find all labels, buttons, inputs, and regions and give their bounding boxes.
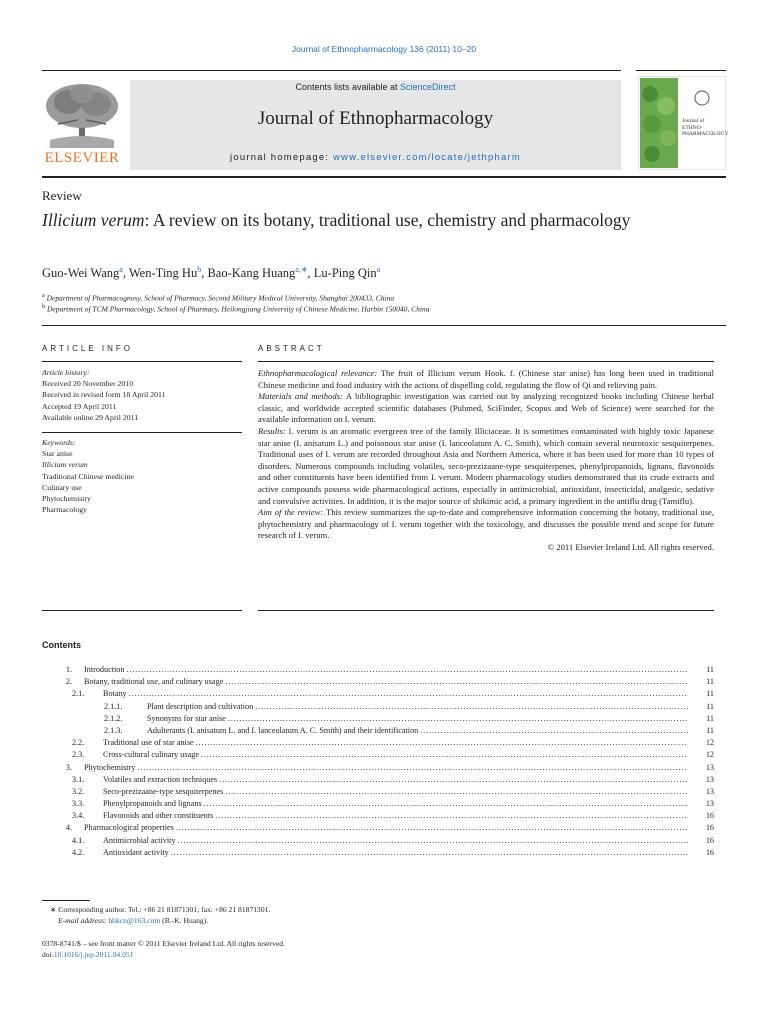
email-label: E-mail address:	[58, 916, 109, 925]
toc-entry-page[interactable]: 13	[705, 762, 714, 772]
cover-title: Journal of ETHNO-PHARMACOLOGY	[682, 118, 729, 137]
toc-leader-dots	[219, 774, 688, 786]
table-of-contents	[42, 664, 714, 859]
toc-entry[interactable]	[42, 822, 714, 834]
toc-entry[interactable]	[42, 749, 714, 761]
toc-entry-page[interactable]: 16	[705, 835, 714, 845]
keywords	[42, 437, 242, 515]
keyword: Star anise	[42, 449, 73, 459]
toc-entry-title[interactable]: Phytochemistry	[84, 762, 136, 772]
toc-entry-page[interactable]: 16	[705, 811, 714, 821]
author-affil-mark[interactable]: b	[197, 265, 202, 274]
abstract-paragraph	[258, 426, 714, 507]
elsevier-logo	[40, 80, 124, 170]
article-title-italic: Illicium verum	[42, 210, 145, 230]
toc-entry-page[interactable]: 11	[706, 701, 714, 711]
toc-entry-page[interactable]: 11	[706, 665, 714, 674]
affiliation-text: Department of Pharmacognosy, School of Pharmacy, Second Military Medical University, Shanghai 200433, China	[46, 293, 395, 303]
toc-entry-title[interactable]: Volatiles and extraction techniques	[103, 774, 218, 784]
elsevier-wordmark: ELSEVIER	[44, 150, 120, 166]
footnotes	[42, 904, 270, 926]
toc-entry-page[interactable]: 11	[706, 713, 714, 723]
divider	[258, 610, 714, 611]
toc-entry-page[interactable]: 13	[705, 799, 714, 809]
toc-entry-title[interactable]: Antioxidant activity	[103, 847, 169, 857]
toc-entry[interactable]	[42, 762, 714, 774]
abstract-subhead: Results:	[258, 425, 286, 436]
toc-entry-page[interactable]: 16	[705, 847, 714, 857]
toc-entry-number: 4.2.	[72, 847, 85, 857]
corresponding-author-note: ∗ Corresponding author. Tel.: +86 21 81871301; fax: +86 21 81871301.	[50, 905, 271, 914]
doi-link[interactable]: 10.1016/j.jep.2011.04.051	[53, 950, 134, 959]
abstract-text: The fruit of Illicium verum Hook. f. (Chinese star anise) has long been used in traditional Chinese medicine and food industry with the actions of dispelling cold, regulating the flow of Qi and relieving pain.	[258, 368, 714, 390]
keyword: Traditional Chinese medicine	[42, 471, 134, 481]
affiliation-mark: b	[42, 303, 46, 310]
toc-leader-dots	[204, 798, 688, 810]
toc-entry[interactable]	[42, 676, 714, 688]
keywords-label: Keywords:	[42, 438, 76, 447]
abstract-text: This review summarizes the up-to-date and comprehensive information concerning the botany, traditional use, phytochemistry and pharmacology of I. verum together with the toxicology, and discusses the possible trend and scope for future research of I. verum.	[258, 507, 715, 541]
journal-cover	[638, 76, 729, 170]
contents-available-line	[130, 82, 621, 92]
abstract-heading: ABSTRACT	[258, 344, 325, 353]
history-item: Available online 29 April 2011	[42, 412, 139, 422]
abstract-subhead: Ethnopharmacological relevance:	[258, 368, 378, 378]
toc-entry-page[interactable]: 13	[705, 774, 714, 784]
toc-entry-number: 2.1.	[72, 689, 85, 699]
abstract-subhead: Materials and methods:	[258, 391, 343, 402]
abstract-paragraph	[258, 391, 714, 426]
toc-leader-dots	[225, 786, 688, 798]
top-rule-right	[636, 70, 726, 71]
toc-leader-dots	[228, 713, 688, 725]
toc-entry-number: 2.3.	[72, 750, 85, 760]
homepage-link[interactable]: www.elsevier.com/locate/jethpharm	[332, 152, 521, 163]
toc-leader-dots	[196, 737, 688, 749]
toc-entry[interactable]	[42, 798, 714, 810]
email-link[interactable]: hbkcn@163.com	[108, 916, 161, 925]
toc-entry-page[interactable]: 12	[705, 738, 714, 748]
issn-line: 0378-8741/$ – see front matter © 2011 Elsevier Ireland Ltd. All rights reserved.	[42, 939, 285, 948]
toc-entry-page[interactable]: 16	[705, 823, 714, 833]
toc-entry-number: 3.1.	[72, 774, 85, 784]
toc-entry[interactable]	[42, 774, 714, 786]
affiliation	[42, 303, 429, 314]
toc-entry-number: 4.1.	[72, 835, 85, 845]
author-name[interactable]: Lu-Ping Qin	[313, 266, 377, 281]
toc-entry-number: 2.1.1.	[104, 701, 123, 711]
contents-prefix: Contents lists available at	[295, 82, 401, 92]
divider	[42, 361, 242, 362]
toc-entry-number: 4.	[65, 823, 72, 833]
toc-entry[interactable]	[42, 786, 714, 798]
contents-title: Contents	[42, 640, 81, 650]
toc-leader-dots	[420, 725, 688, 737]
abstract-subhead: Aim of the review:	[258, 507, 324, 518]
toc-leader-dots	[215, 810, 688, 822]
history-label: Article history:	[42, 368, 90, 377]
history-item: Received in revised form 18 April 2011	[42, 390, 166, 400]
toc-entry-number: 2.1.3.	[104, 725, 123, 735]
keyword: Culinary use	[42, 482, 82, 492]
divider	[42, 610, 242, 611]
toc-entry[interactable]	[42, 664, 714, 676]
author-name[interactable]: Guo-Wei Wang	[42, 266, 120, 281]
toc-entry-number: 2.2.	[72, 738, 85, 748]
toc-entry-number: 2.	[65, 677, 72, 687]
toc-leader-dots	[225, 676, 688, 688]
article-history	[42, 367, 242, 423]
toc-entry-page[interactable]: 11	[706, 689, 714, 699]
toc-leader-dots	[178, 835, 688, 847]
toc-entry-title[interactable]: Plant description and cultivation	[147, 701, 254, 711]
keyword: Phytochemistry	[42, 494, 91, 504]
toc-entry-title[interactable]: Synonyms for star anise	[147, 713, 226, 723]
article-title-rest: : A review on its botany, traditional use, chemistry and pharmacology	[144, 210, 631, 230]
toc-entry[interactable]	[42, 835, 714, 847]
toc-entry[interactable]	[42, 725, 714, 737]
toc-entry-title[interactable]: Botany, traditional use, and culinary usage	[84, 677, 224, 687]
abstract-text: A bibliographic investigation was carried out by analyzing recognized books including Chinese herbal classic, and worldwide accepted scientific databases (Pubmed, SciFinder, Scopus and Web of Science) were searched for the available information on I. verum.	[258, 391, 714, 425]
toc-entry-number: 1.	[65, 665, 72, 674]
toc-leader-dots	[201, 749, 688, 761]
sciencedirect-link[interactable]: ScienceDirect	[400, 82, 456, 92]
journal-homepage	[130, 152, 621, 163]
toc-entry-title[interactable]: Traditional use of star anise	[103, 738, 194, 748]
keyword: Illicium verum	[42, 460, 88, 470]
author-affil-mark[interactable]: a	[119, 265, 123, 274]
email-note	[42, 915, 270, 926]
doi-line	[42, 949, 285, 960]
journal-title: Journal of Ethnopharmacology	[257, 108, 494, 129]
toc-entry-number: 3.	[65, 762, 72, 772]
toc-entry-page[interactable]: 13	[705, 786, 714, 796]
toc-entry-title[interactable]: Seco-prezizaane-type sesquiterpenes	[103, 786, 224, 796]
toc-entry-title[interactable]: Phenylpropanoids and lignans	[103, 799, 202, 809]
toc-entry-title[interactable]: Adulterants (I. anisatum L. and I. lanceolatum A. C. Smith) and their identification	[147, 725, 419, 735]
toc-entry-title[interactable]: Pharmacological properties	[84, 823, 174, 833]
toc-entry[interactable]	[42, 847, 714, 859]
toc-entry-title[interactable]: Antimicrobial activity	[103, 835, 176, 845]
affiliation-text: Department of TCM Pharmacology, School of Pharmacy, Heilongjiang University of Chinese Medicine, Harbin 150040, China	[47, 304, 430, 314]
front-matter	[42, 938, 285, 960]
abstract-body	[258, 368, 714, 554]
toc-entry-title[interactable]: Introduction	[84, 665, 125, 674]
history-item: Received 20 November 2010	[42, 379, 134, 389]
homepage-prefix: journal homepage:	[230, 152, 333, 163]
toc-entry-page[interactable]: 12	[705, 750, 714, 760]
toc-entry[interactable]	[42, 810, 714, 822]
divider	[42, 325, 726, 326]
top-rule	[42, 70, 621, 71]
article-type: Review	[42, 188, 82, 203]
abstract-paragraph	[258, 368, 714, 391]
toc-entry[interactable]	[42, 737, 714, 749]
toc-leader-dots	[255, 701, 688, 713]
toc-entry-number: 2.1.2.	[104, 713, 123, 723]
toc-leader-dots	[171, 847, 688, 859]
doi-label: doi:	[42, 950, 54, 959]
email-suffix: (B.-K. Huang).	[160, 916, 209, 925]
toc-leader-dots	[129, 688, 688, 700]
toc-entry[interactable]	[42, 713, 714, 725]
toc-entry[interactable]	[42, 688, 714, 700]
affiliation-mark: a	[42, 292, 45, 299]
history-item: Accepted 19 April 2011	[42, 401, 117, 411]
toc-entry-number: 3.3.	[72, 799, 85, 809]
author-affil-mark[interactable]: a	[376, 265, 381, 274]
abstract-text: I. verum is an aromatic evergreen tree of the family Illiciaceae. It is sometimes contaminated with highly toxic Japanese star anise (I. anisatum L.) and poisonous star anise (I. lanceolatum A. C. Smith), which contain several neurotoxic sesquiterpenes. Traditional uses of I. verum are recorded throughout Asia and Northern America, where it has been used for more than 10 types of disorders. Numerous compounds including volatiles, seco-prezizaane-type sesquiterpenes, phenylpropanoids, lignans, flavonoids and other constituents have been identified from I. verum. Modern pharmacology studies demonstrated that its crude extracts and active compounds possess wide pharmacological actions, especially in antimicrobial, antioxidant, insecticidal, analgesic, sedative and convulsive activities. In addition, it is the major source of shikimic acid, a primary ingredient in the antiflu drug (Tamiflu).	[258, 425, 714, 506]
author-list: Guo-Wei Wang$^a$, Wen-Ting Hu$^b$, Bao-Kang Huang$^{a,∗}$, Lu-Ping Qin$^a$	[42, 265, 381, 281]
affiliation	[42, 292, 394, 303]
abstract-paragraph	[258, 507, 714, 542]
toc-entry-title[interactable]: Botany	[103, 689, 127, 699]
article-title	[42, 209, 682, 231]
toc-entry-number: 3.2.	[72, 786, 85, 796]
author-affil-mark[interactable]: a,∗	[295, 265, 308, 274]
divider	[42, 432, 242, 433]
author-name[interactable]: Wen-Ting Hu	[128, 266, 198, 281]
toc-entry-title[interactable]: Flavonoids and other constituents	[103, 811, 214, 821]
article-info-heading: ARTICLE INFO	[42, 344, 133, 353]
toc-entry-page[interactable]: 11	[706, 677, 714, 687]
footnote-rule	[42, 900, 90, 901]
author-name[interactable]: Bao-Kang Huang	[207, 266, 296, 281]
divider	[258, 361, 714, 362]
toc-leader-dots	[126, 664, 688, 676]
toc-entry-number: 3.4.	[72, 811, 85, 821]
toc-entry-page[interactable]: 11	[706, 725, 714, 735]
toc-entry[interactable]	[42, 701, 714, 713]
toc-leader-dots	[176, 822, 688, 834]
toc-leader-dots	[137, 762, 688, 774]
copyright: © 2011 Elsevier Ireland Ltd. All rights reserved.	[547, 541, 714, 552]
header-rule	[42, 176, 726, 178]
keyword: Pharmacology	[42, 505, 88, 515]
toc-entry-title[interactable]: Cross-cultural culinary usage	[103, 750, 199, 760]
journal-citation[interactable]: Journal of Ethnopharmacology 136 (2011) 10–20	[291, 44, 477, 54]
